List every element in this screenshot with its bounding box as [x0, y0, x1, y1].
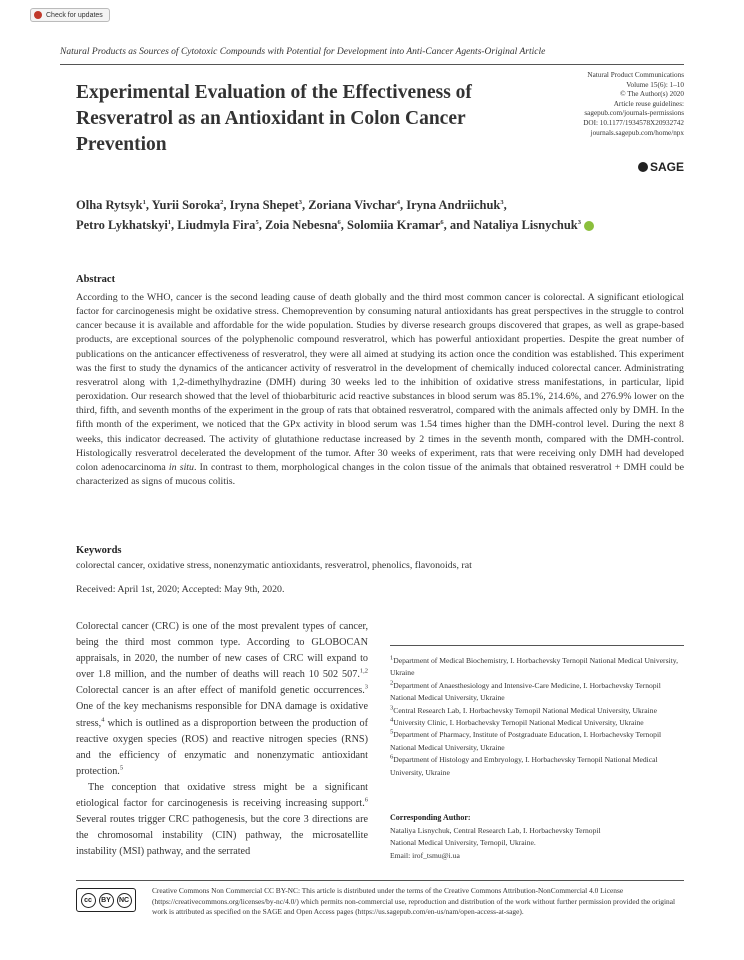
check-updates-icon: [34, 11, 42, 19]
keywords-text: colorectal cancer, oxidative stress, nonenzymatic antioxidants, resveratrol, phenolics, flavonoids, rat: [76, 560, 472, 571]
affiliation-number: 1: [390, 654, 394, 662]
author-affiliation-mark: 5: [255, 218, 259, 226]
affiliation-text: University Clinic, I. Horbachevsky Ternopil National Medical University, Ukraine: [393, 718, 644, 728]
article-title: Experimental Evaluation of the Effectiveness of Resveratrol as an Antioxidant in Colon Cancer Prevention: [76, 82, 472, 155]
sage-mark-icon: [638, 162, 648, 172]
affiliation-text: Central Research Lab, I. Horbachevsky Ternopil National Medical University, Ukraine: [393, 705, 657, 715]
author-name: Iryna Andriichuk: [406, 198, 501, 212]
author-affiliation-mark: 6: [440, 218, 444, 226]
author-affiliation-mark: 3: [500, 198, 504, 206]
author-affiliation-mark: 4: [396, 198, 400, 206]
sage-logo: [638, 160, 684, 174]
author-name: Zoia Nebesna: [264, 218, 338, 232]
affiliation-number: 2: [390, 679, 394, 687]
body-text: [76, 619, 368, 860]
by-icon: BY: [99, 893, 114, 908]
abstract-heading: Abstract: [76, 274, 116, 285]
nc-icon: NC: [117, 893, 132, 908]
meta-line[interactable]: DOI: 10.1177/1934578X20932742: [583, 118, 684, 127]
header-rule: [60, 64, 684, 65]
affiliations: [390, 655, 686, 779]
author-list: Olha Rytsyk$^1$, Yurii Soroka$^2$, Iryna Shepet$^3$, Zoriana Vivchar$^4$, Iryna Andriichuk$^3$, Petro Lykhatskyi$^1$, Liudmyla Fira$^5$, Zoia Nebesna$^6$, Solomiia Kramar$^6$, and Nataliya Lisnychuk$^3$: [76, 195, 696, 235]
journal-meta: [504, 71, 684, 138]
author-name: Yurii Soroka: [151, 198, 221, 212]
author-affiliation-mark: 1: [167, 218, 172, 226]
meta-line: © The Author(s) 2020: [620, 90, 684, 99]
abstract-text: According to the WHO, cancer is the second leading cause of death globally and the third most common cancer is colorectal. A significant etiological factor for carcinogenesis might be oxidative stress. Chemoprevention by consuming natural antioxidants has great perspectives in the struggle to control cancer because it is available and affordable for the wide population. Studies by diverse research groups discovered that grapes, as well as grape-based products, are exceptional sources of the polyphenolic compound resveratrol, which has powerful antioxidant properties. Despite the great number of publications on the anticancer effectiveness of resveratrol, they were all aimed at studying its action once the condition was established. This experiment was the first to study the dynamics of the anticancer activity of resveratrol in the development of chemically induced colorectal cancer. Administrating resveratrol along with 1,2-dimethylhydrazine (DMH) during 30 weeks led to the inhibition of oxidative stress manifestations, in particular, lipid peroxidation. Our research showed that the level of thiobarbituric acid reactive substances in blood serum was 85.1%, 214.6%, and 276.9% lower on the third, fifth, and seventh months of the experiment in the group of rats that obtained resveratrol, compared with the animals affected only by DMH. In the fifth month of the experiment, we noticed that the GPx activity in blood serum was 1.54 times higher than the DMH-control level. During the next 8 weeks, this indicator decreased. The activity of glutathione reductase increased by 2 times in the seventh month, compared with the DMH-control. Histologically resveratrol decelerated the development of the tumor. After 30 weeks of experiment, rats that were receiving only DMH had developed colon adenocarcinoma in situ. In contrast to them, morphological changes in the colon tissue of the animals that obtained resveratrol + DMH could be characterized as signs of mucous colitis.: [76, 292, 684, 488]
author-name: Solomiia Kramar: [347, 218, 441, 232]
author-affiliation-mark: 3: [577, 218, 581, 226]
orcid-icon[interactable]: [584, 221, 594, 231]
corr-line: Nataliya Lisnychuk, Central Research Lab, I. Horbachevsky Ternopil: [390, 826, 601, 835]
author-name: Liudmyla Fira: [177, 218, 256, 232]
keywords-heading: Keywords: [76, 545, 122, 556]
author-name: Iryna Shepet: [229, 198, 299, 212]
corr-email[interactable]: Email: irof_tsmu@i.ua: [390, 850, 460, 860]
affiliation-text: Department of Histology and Embryology, I. Horbachevsky Ternopil National Medical University, Ukraine: [390, 755, 658, 777]
affiliation-text: Department of Anaesthesiology and Intensive-Care Medicine, I. Horbachevsky Ternopil National Medical University, Ukraine: [390, 680, 661, 703]
affiliation-number: 6: [390, 753, 394, 761]
meta-line: Natural Product Communications: [587, 71, 684, 79]
affiliation-item: [390, 729, 686, 754]
cc-icon: cc: [81, 893, 96, 908]
author-name: Petro Lykhatskyi: [76, 218, 168, 232]
affiliation-item: [390, 655, 686, 680]
affiliation-rule: [390, 645, 684, 646]
author-affiliation-mark: 2: [220, 198, 224, 206]
affiliation-number: 4: [390, 716, 394, 724]
affiliation-number: 3: [390, 704, 394, 712]
author-name: Nataliya Lisnychuk: [473, 218, 578, 232]
author-name: Olha Rytsyk: [76, 198, 143, 212]
corr-line: National Medical University, Ternopil, Ukraine.: [390, 838, 536, 848]
affiliation-item: [390, 754, 686, 779]
affiliation-item: [390, 705, 686, 717]
affiliation-item: [390, 680, 686, 705]
author-affiliation-mark: 3: [298, 198, 302, 206]
cc-by-nc-logo[interactable]: [76, 888, 136, 912]
publisher-name: SAGE: [649, 160, 684, 174]
body-paragraph: The conception that oxidative stress might be a significant etiological factor for carcinogenesis is receiving increasing support.$^6$ Several routes trigger CRC pathogenesis, but the core 3 directions are the chromosomal instability (CIN) pathway, the microsatellite instability (MSI) pathway, and the serrated: [76, 781, 368, 858]
meta-line[interactable]: journals.sagepub.com/home/npx: [590, 128, 684, 137]
footer-rule: [76, 880, 684, 881]
affiliation-text: Department of Pharmacy, Institute of Postgraduate Education, I. Horbachevsky Ternopil National Medical University, Ukraine: [390, 730, 662, 752]
corresponding-author-heading: Corresponding Author:: [390, 813, 471, 822]
check-for-updates-badge[interactable]: [30, 8, 110, 22]
author-name: Zoriana Vivchar: [308, 198, 397, 212]
affiliation-item: [390, 717, 686, 729]
received-dates: Received: April 1st, 2020; Accepted: May 9th, 2020.: [76, 584, 285, 595]
meta-line[interactable]: sagepub.com/journals-permissions: [584, 109, 684, 118]
check-updates-label: Check for updates: [46, 11, 103, 19]
affiliation-text: Department of Medical Biochemistry, I. Horbachevsky Ternopil National Medical University, Ukraine: [390, 656, 678, 678]
author-affiliation-mark: 1: [142, 198, 146, 206]
meta-line: Volume 15(6): 1–10: [626, 80, 684, 89]
affiliation-number: 5: [390, 728, 394, 736]
author-affiliation-mark: 6: [337, 218, 341, 226]
corresponding-author: [390, 825, 686, 862]
meta-line: Article reuse guidelines:: [613, 99, 684, 108]
license-text: Creative Commons Non Commercial CC BY-NC: This article is distributed under the terms of the Creative Commons Attribution-NonCommercial 4.0 License (https://creativecommons.org/licenses/by-nc/4.0/) which permits non-commercial use, reproduction and distribution of the work without further permission provided the original work is attributed as specified on the SAGE and Open Access pages (https://us.sagepub.com/en-us/nam/open-access-at-sage).: [152, 886, 676, 916]
body-paragraph: Colorectal cancer (CRC) is one of the most prevalent types of cancer, being the third most common type. According to GLOBOCAN appraisals, in 2020, the number of new cases of CRC will expand to over 1.8 million, and the number of deaths will reach 10 502 507.$^{1,2}$ Colorectal cancer is an after effect of manifold genetic occurrences.$^3$ One of the key mechanisms responsible for DNA damage is oxidative stress,$^4$ which is outlined as a disproportion between the production of reactive oxygen species (ROS) and reactive nitrogen species (RNS) and the efficiency of enzymatic and nonenzymatic antioxidant protection.$^5$: [76, 621, 368, 777]
journal-series-header: Natural Products as Sources of Cytotoxic Compounds with Potential for Development into Anti-Cancer Agents-Original Article: [60, 47, 546, 57]
